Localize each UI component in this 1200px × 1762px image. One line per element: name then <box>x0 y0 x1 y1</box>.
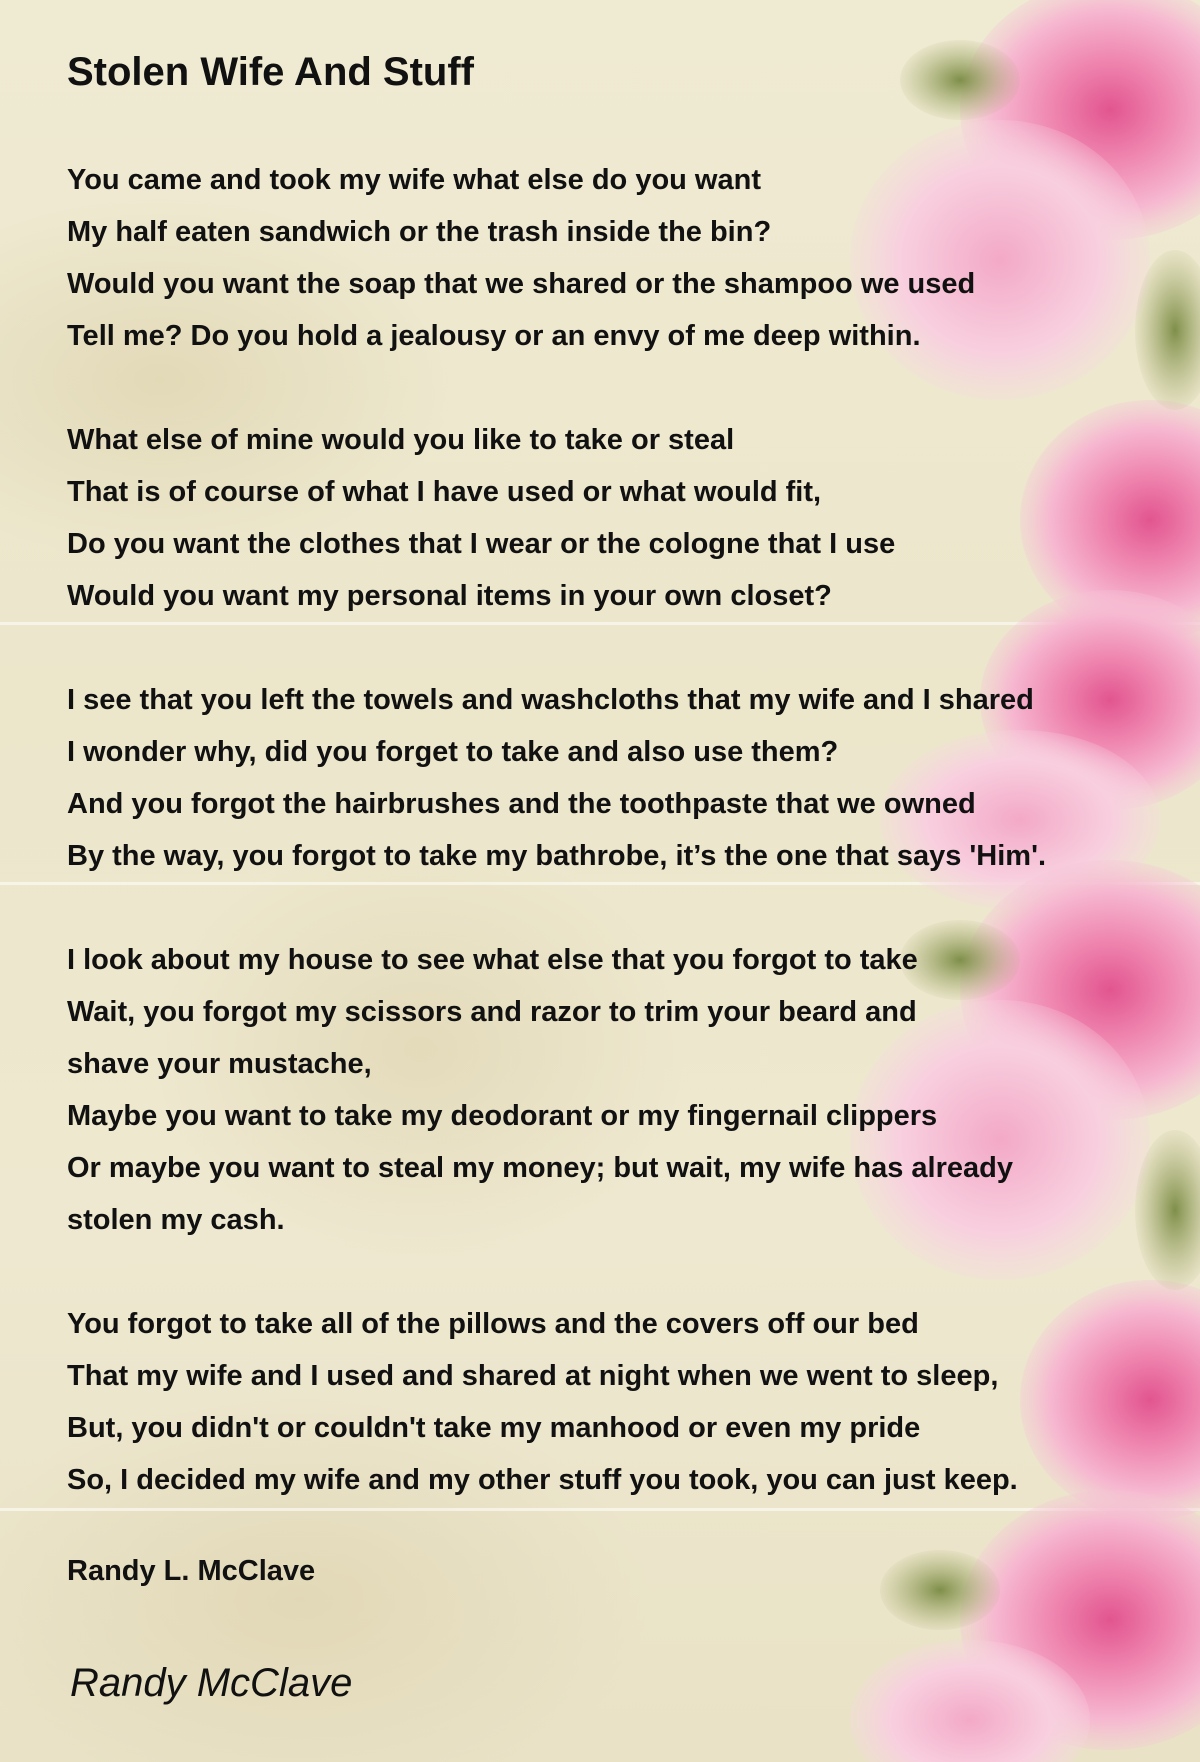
poem-line: shave your mustache, <box>67 1048 372 1080</box>
poem-line: That my wife and I used and shared at night when we went to sleep, <box>67 1360 999 1392</box>
poem-line: That is of course of what I have used or what would fit, <box>67 476 822 508</box>
poem-line: stolen my cash. <box>67 1204 285 1236</box>
poem-line: Would you want the soap that we shared or the shampoo we used <box>67 268 976 300</box>
poem-line: I see that you left the towels and washcloths that my wife and I shared <box>67 684 1034 716</box>
stanza-gap <box>67 362 1177 414</box>
poem-line: Do you want the clothes that I wear or the cologne that I use <box>67 528 896 560</box>
poem-line: So, I decided my wife and my other stuff you took, you can just keep. <box>67 1464 1018 1496</box>
poem-line: Or maybe you want to steal my money; but wait, my wife has already <box>67 1152 1013 1184</box>
poem-line: Wait, you forgot my scissors and razor to trim your beard and <box>67 996 917 1028</box>
poem-line: You came and took my wife what else do you want <box>67 164 761 196</box>
poem-line: My half eaten sandwich or the trash inside the bin? <box>67 216 772 248</box>
poem-line: You forgot to take all of the pillows and the covers off our bed <box>67 1308 919 1340</box>
poem-line: I look about my house to see what else that you forgot to take <box>67 944 918 976</box>
poem-line: What else of mine would you like to take or steal <box>67 424 735 456</box>
stanza-gap <box>67 1246 1177 1298</box>
stanza-1 <box>67 154 1177 362</box>
stanza-5 <box>67 1298 1177 1506</box>
poem-line: But, you didn't or couldn't take my manhood or even my pride <box>67 1412 921 1444</box>
stanza-gap <box>67 882 1177 934</box>
stanza-4 <box>67 934 1177 1246</box>
author-signature: Randy McClave <box>70 1661 353 1705</box>
poem-line: By the way, you forgot to take my bathrobe, it’s the one that says 'Him'. <box>67 840 1047 872</box>
stanza-3 <box>67 674 1177 882</box>
poem-author: Randy L. McClave <box>67 1555 316 1587</box>
stanza-2 <box>67 414 1177 622</box>
stanza-gap <box>67 622 1177 674</box>
poem-line: I wonder why, did you forget to take and also use them? <box>67 736 839 768</box>
poem-body <box>67 154 1177 1506</box>
poem-line: Maybe you want to take my deodorant or my fingernail clippers <box>67 1100 938 1132</box>
poem-line: Would you want my personal items in your own closet? <box>67 580 832 612</box>
poem-line: And you forgot the hairbrushes and the toothpaste that we owned <box>67 788 976 820</box>
poem-title: Stolen Wife And Stuff <box>67 50 474 94</box>
poem-line: Tell me? Do you hold a jealousy or an envy of me deep within. <box>67 320 921 352</box>
